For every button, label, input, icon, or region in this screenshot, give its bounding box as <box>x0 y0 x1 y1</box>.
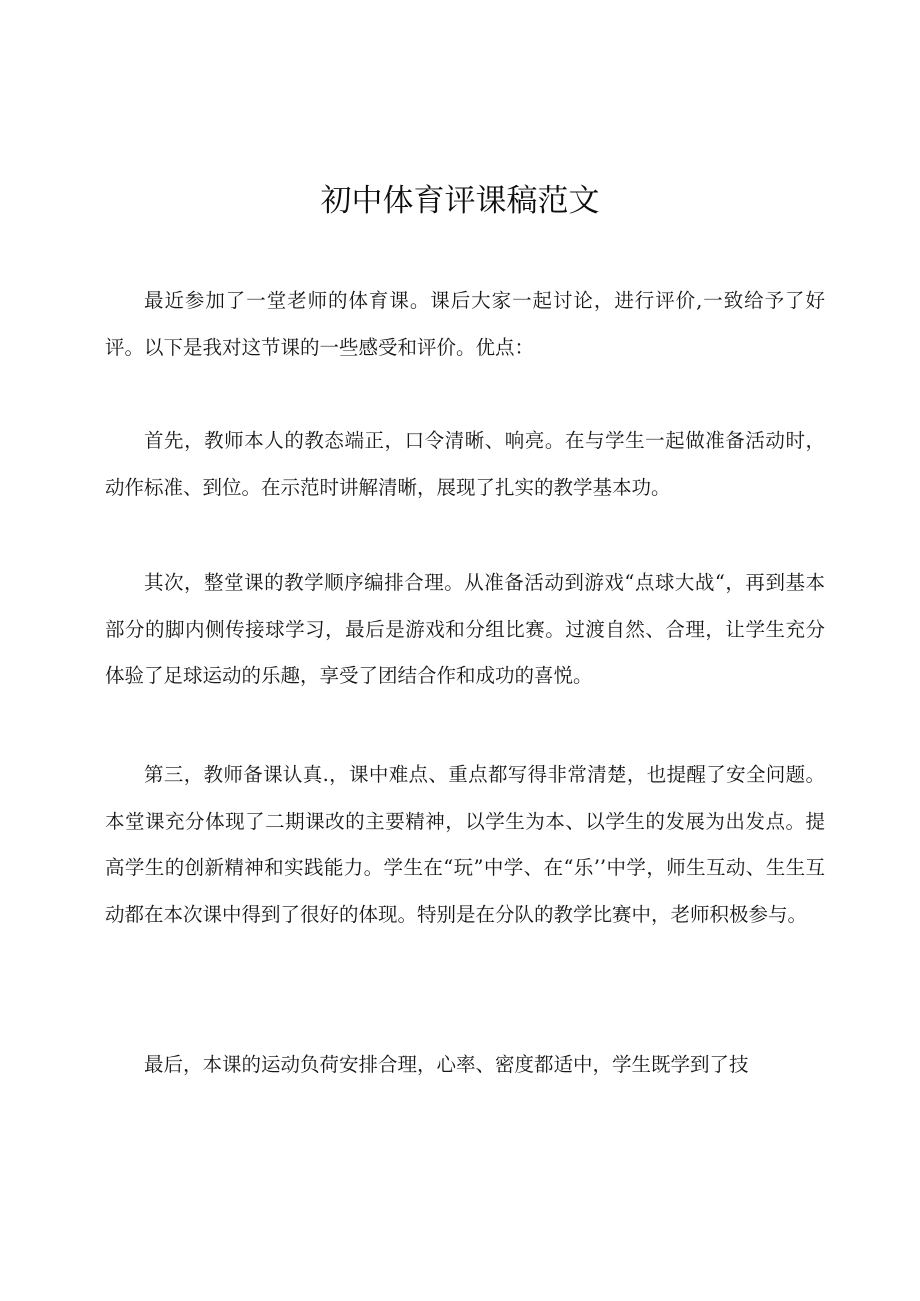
paragraph-intro: 最近参加了一堂老师的体育课。课后大家一起讨论，进行评价,一致给予了好评。以下是我对这节课的一些感受和评价。优点： <box>105 289 825 359</box>
paragraph-third: 第三，教师备课认真.，课中难点、重点都写得非常清楚，也提醒了安全问题。本堂课充分体现了二期课改的主要精神，以学生为本、以学生的发展为出发点。提高学生的创新精神和实践能力。学生在“玩”中学、在“乐’’中学，师生互动、生生互动都在本次课中得到了很好的体现。特别是在分队的教学比赛中，老师积极参与。 <box>105 763 825 926</box>
paragraph-first: 首先，教师本人的教态端正，口令清晰、响亮。在与学生一起做准备活动时，动作标准、到位。在示范时讲解清晰，展现了扎实的教学基本功。 <box>105 429 825 499</box>
document-title: 初中体育评课稿范文 <box>320 183 600 219</box>
paragraph-last: 最后，本课的运动负荷安排合理，心率、密度都适中，学生既学到了技 <box>144 1053 749 1076</box>
paragraph-second: 其次，整堂课的教学顺序编排合理。从准备活动到游戏“点球大战“，再到基本部分的脚内侧传接球学习，最后是游戏和分组比赛。过渡自然、合理，让学生充分体验了足球运动的乐趣，享受了团结合作和成功的喜悦。 <box>105 571 825 687</box>
